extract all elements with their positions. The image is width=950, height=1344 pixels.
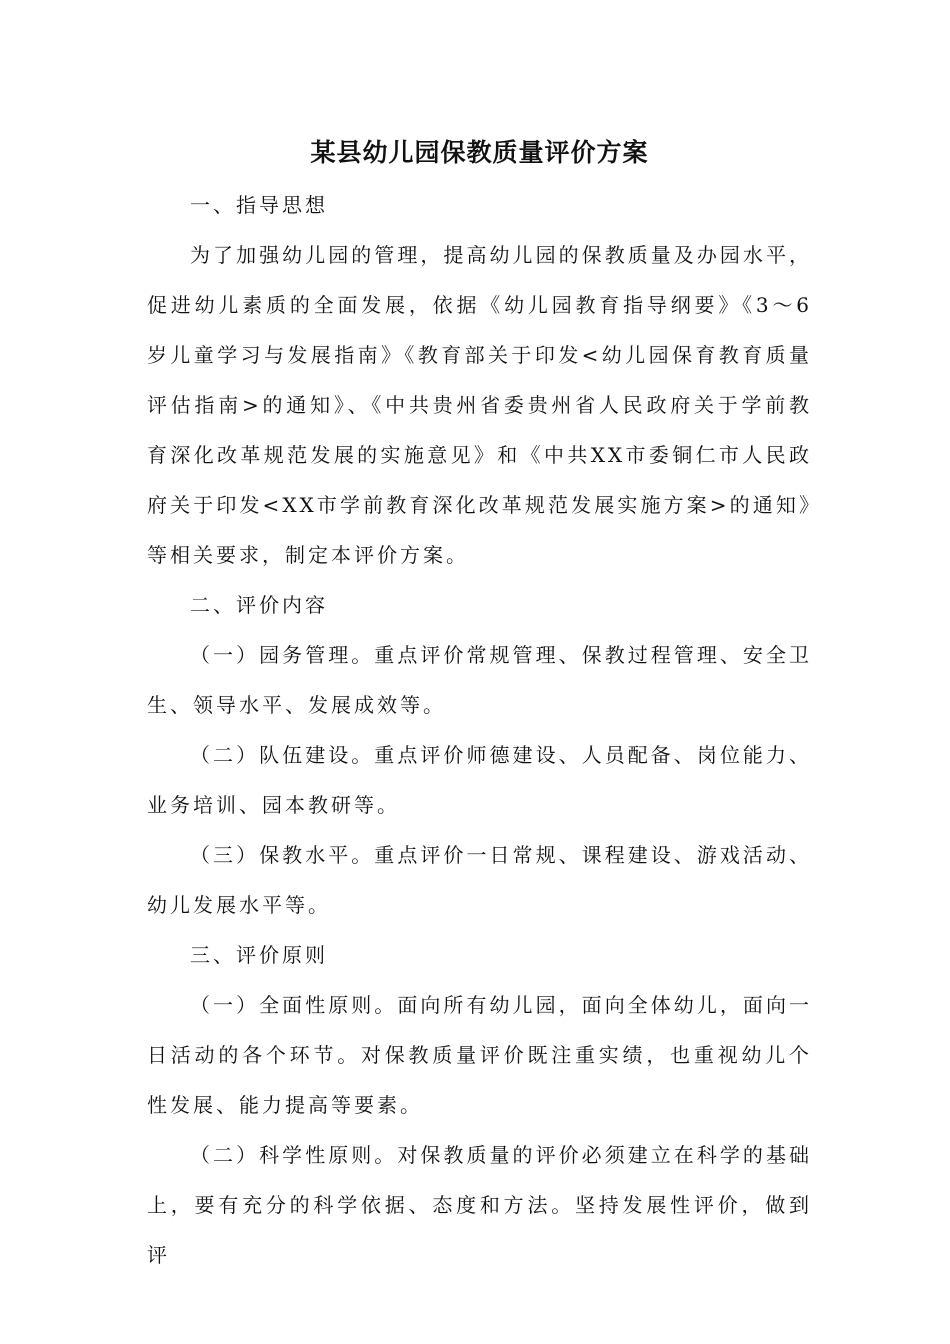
paragraph: （一）全面性原则。面向所有幼儿园，面向全体幼儿，面向一日活动的各个环节。对保教质量评价既注重实绩，也重视幼儿个性发展、能力提高等要素。 [147, 993, 812, 1117]
section-evaluation-principles [147, 930, 812, 1280]
paragraph: 为了加强幼儿园的管理，提高幼儿园的保教质量及办园水平，促进幼儿素质的全面发展，依据《幼儿园教育指导纲要》《3～6岁儿童学习与发展指南》《教育部关于印发<幼儿园保育教育质量评估指南>的通知》、《中共贵州省委贵州省人民政府关于学前教育深化改革规范发展的实施意见》和《中共XX市委铜仁市人民政府关于印发<XX市学前教育深化改革规范发展实施方案>的通知》等相关要求，制定本评价方案。 [147, 243, 812, 567]
document-page [147, 130, 812, 1280]
section-heading: 二、评价内容 [190, 593, 328, 617]
paragraph: （三）保教水平。重点评价一日常规、课程建设、游戏活动、幼儿发展水平等。 [147, 843, 812, 917]
section-evaluation-content [147, 580, 812, 930]
section-guiding-thought [147, 180, 812, 580]
document-title: 某县幼儿园保教质量评价方案 [310, 138, 649, 167]
paragraph: （一）园务管理。重点评价常规管理、保教过程管理、安全卫生、领导水平、发展成效等。 [147, 643, 812, 717]
paragraph: （二）队伍建设。重点评价师德建设、人员配备、岗位能力、业务培训、园本教研等。 [147, 743, 812, 817]
paragraph: （二）科学性原则。对保教质量的评价必须建立在科学的基础上，要有充分的科学依据、态度和方法。坚持发展性评价，做到评 [147, 1143, 812, 1267]
section-heading: 三、评价原则 [190, 943, 328, 967]
section-heading: 一、指导思想 [190, 193, 328, 217]
